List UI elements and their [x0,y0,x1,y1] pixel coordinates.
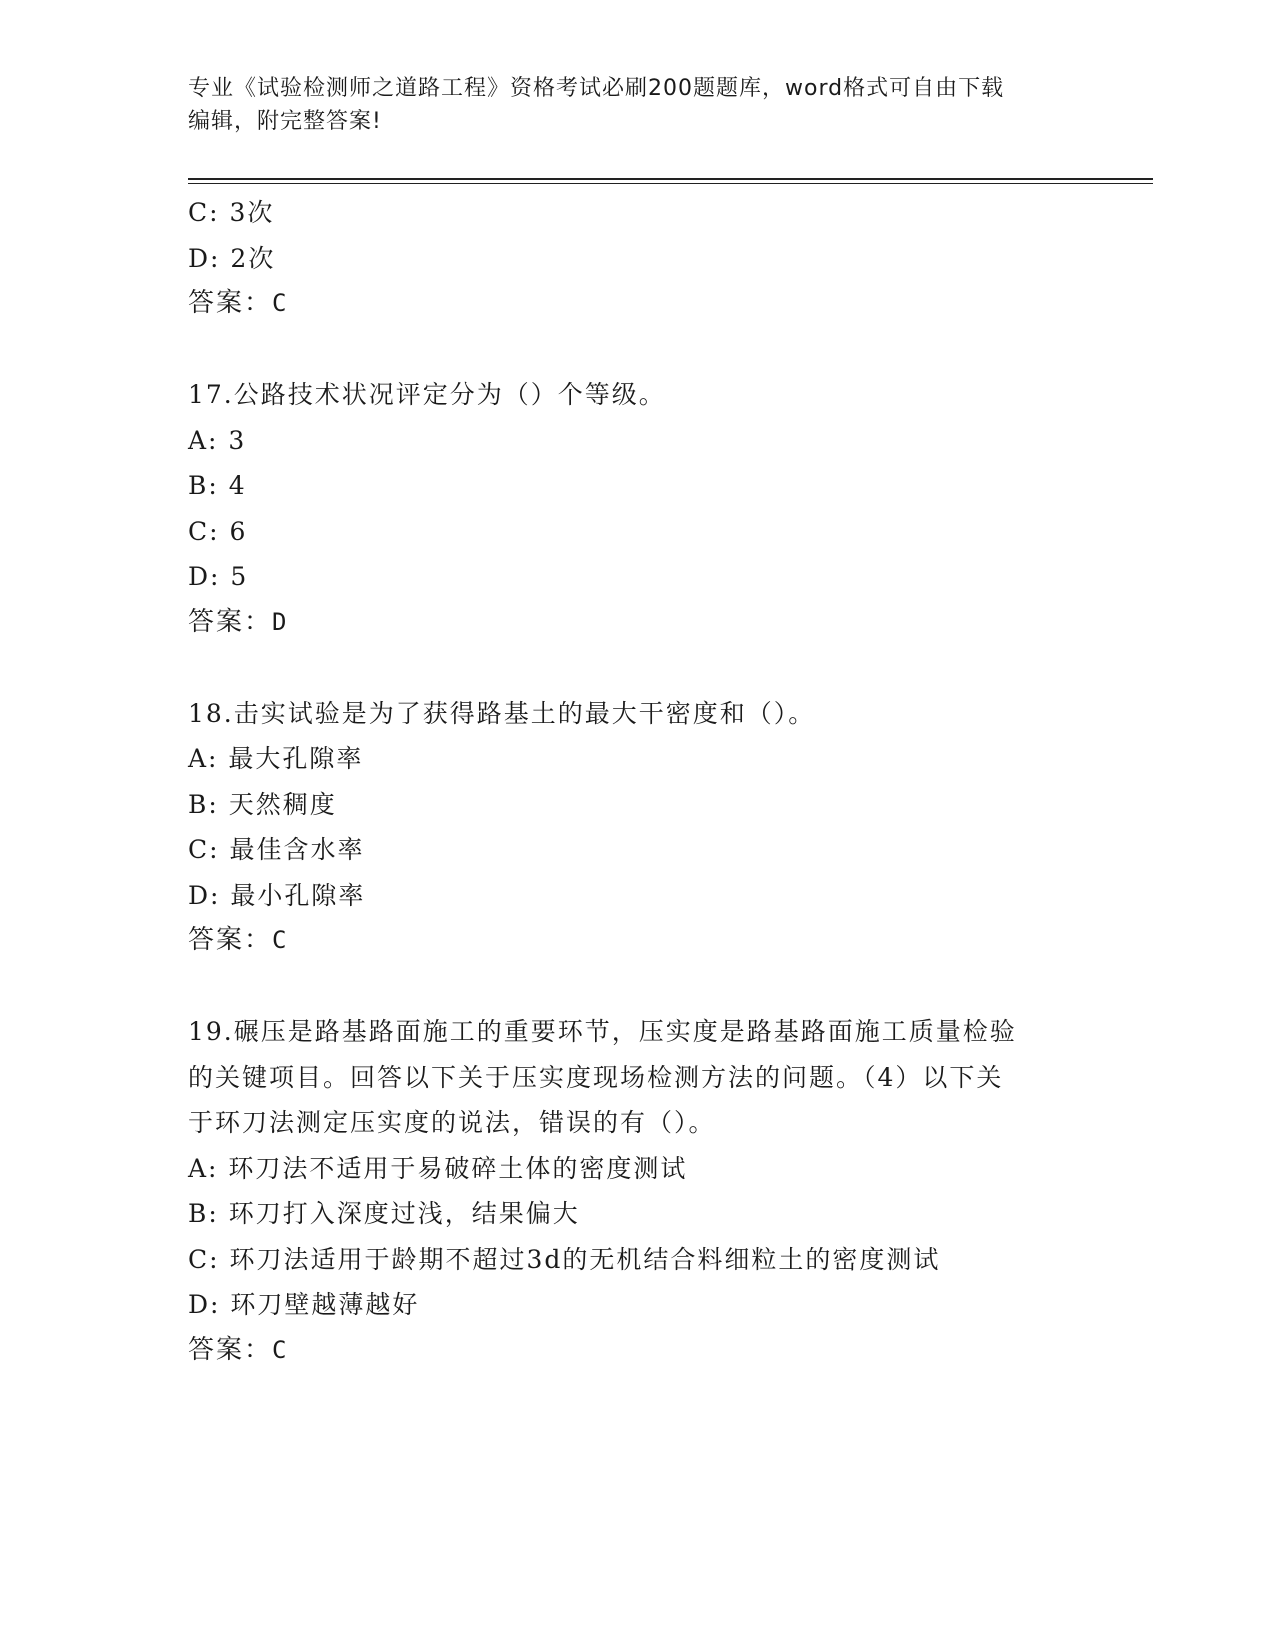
answer-line [188,918,1088,964]
option-a: A: 最大孔隙率 [188,744,364,773]
option-c: C: 3次 [188,198,275,227]
option-b: B: 天然稠度 [188,789,337,819]
answer-value: C [272,1335,289,1364]
answer-value: C [272,926,289,954]
answer-label: 答案： [188,925,273,955]
answer-label: 答案： [188,288,273,318]
option-a: A: 环刀法不适用于易破碎土体的密度测试 [188,1153,688,1183]
question-stem-line: 19.碾压是路基路面施工的重要环节，压实度是路基路面施工质量检验 [188,1017,1017,1046]
answer-line [188,600,1088,646]
header-title-line2: 编辑，附完整答案! [188,109,382,134]
option-d: D: 环刀壁越薄越好 [188,1290,420,1319]
header-divider-thick [188,178,1153,180]
option-d: D: 2次 [188,243,276,273]
answer-value: D [272,607,289,636]
answer-label: 答案： [188,606,273,637]
question-stem: 18.击实试验是为了获得路基土的最大干密度和（）。 [188,698,816,728]
answer-line [188,1328,1088,1374]
question-17 [188,372,1088,645]
option-c: C: 环刀法适用于龄期不超过3d的无机结合料细粒土的密度测试 [188,1244,941,1274]
option-b: B: 环刀打入深度过浅，结果偏大 [188,1199,580,1228]
answer-line [188,281,1088,327]
option-d: D: 最小孔隙率 [188,880,366,910]
option-d: D: 5 [188,562,249,591]
header-title-line1: 专业《试验检测师之道路工程》资格考试必刷200题题库，word格式可自由下载 [188,76,1005,101]
question-stem-line: 的关键项目。回答以下关于压实度现场检测方法的问题。（4）以下关 [188,1062,1004,1092]
option-c: C: 6 [188,516,248,546]
option-c: C: 最佳含水率 [188,835,365,864]
document-header [188,72,1088,138]
header-divider-thin [188,183,1153,184]
question-18 [188,691,1088,964]
question-stem: 17.公路技术状况评定分为（）个等级。 [188,380,666,409]
answer-value: C [272,289,289,317]
option-b: B: 4 [188,471,247,500]
question-16-tail [188,190,1088,327]
answer-label: 答案： [188,1334,273,1365]
option-a: A: 3 [188,425,247,455]
question-stem-line: 于环刀法测定压实度的说法，错误的有（）。 [188,1108,716,1137]
question-list [188,190,1088,1373]
question-19 [188,1009,1088,1373]
